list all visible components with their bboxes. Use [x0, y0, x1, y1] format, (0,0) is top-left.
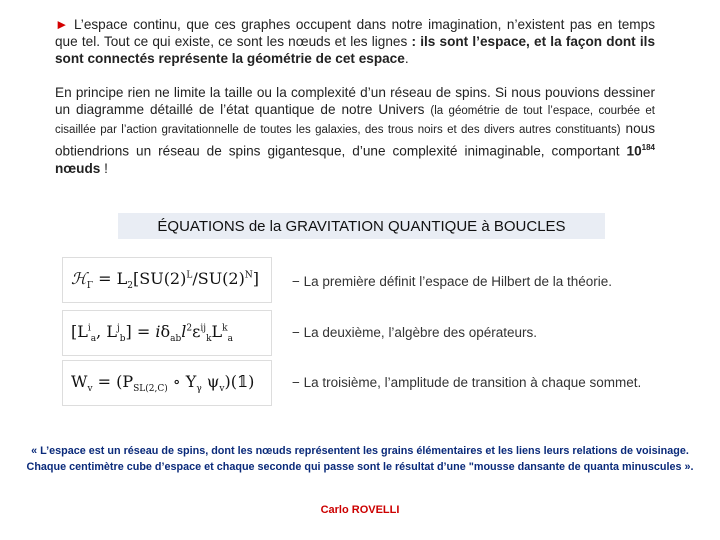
node-count-exponent: 184	[641, 143, 655, 152]
intro-bold-text: : ils sont l’espace, et la façon dont ils sont connectés représente la géométrie de cet espace	[55, 34, 656, 66]
equation-hilbert-space-image: ℋ$_\Gamma$ = $L_2[SU(2)^L/SU(2)^N]$	[62, 257, 272, 303]
intro-end: .	[404, 51, 409, 66]
intro-text: L’espace continu, que ces graphes occupent dans notre imagination, n’existent pas en temps que tel. Tout ce qui existe, ce sont les nœuds et les lignes	[55, 17, 655, 49]
intro-paragraph	[55, 16, 655, 67]
para2-end: !	[104, 160, 108, 176]
para2-parenthetical: (la géométrie de tout l’espace, courbée et cisaillée par l’action gravitationnelle de toutes les galaxies, des trous noirs et des divers autres constituants)	[55, 105, 655, 136]
equation-description-2: − La deuxième, l’algèbre des opérateurs.	[292, 325, 538, 340]
bullet-arrow-icon: ►	[55, 17, 69, 32]
node-count-base: 10	[626, 143, 642, 159]
quote-author: Carlo ROVELLI	[320, 504, 400, 516]
section-title: ÉQUATIONS de la GRAVITATION QUANTIQUE à BOUCLES	[118, 213, 605, 239]
equation-description-3: − La troisième, l’amplitude de transition à chaque sommet.	[292, 375, 642, 390]
rovelli-quote: « L’espace est un réseau de spins, dont les nœuds représentent les grains élémentaires et les liens leurs relations de voisinage. Chaque centimètre cube d’espace et chaque seconde qui passe sont le résultat d’une "mousse dansante de quanta minuscules ».	[26, 445, 694, 473]
equation-operator-algebra-image: [$L^i_a$, $L^j_b] = i\delta_{ab}l^2\varepsilon^{ij}_kL^k_a$	[62, 310, 272, 356]
equation-description-1: − La première définit l’espace de Hilbert de la théorie.	[292, 274, 613, 289]
para2-text-a: En principe rien ne limite la taille ou la complexité d’un réseau de spins. Si nous pouvions dessiner un diagramme détaillé de l’état quantique de notre Univers	[55, 85, 655, 117]
equation-vertex-amplitude-image: $W_v = (P_{SL(2,C)}$ ∘ $Y_\gamma$ $\psi_v)(𝟙)$	[62, 360, 272, 406]
para2-text-b: nous obtiendrions un réseau de spins gigantesque, d’une complexité inimaginable, comportant	[55, 121, 655, 159]
spin-network-paragraph	[55, 84, 655, 177]
node-count-unit: nœuds	[55, 160, 101, 176]
